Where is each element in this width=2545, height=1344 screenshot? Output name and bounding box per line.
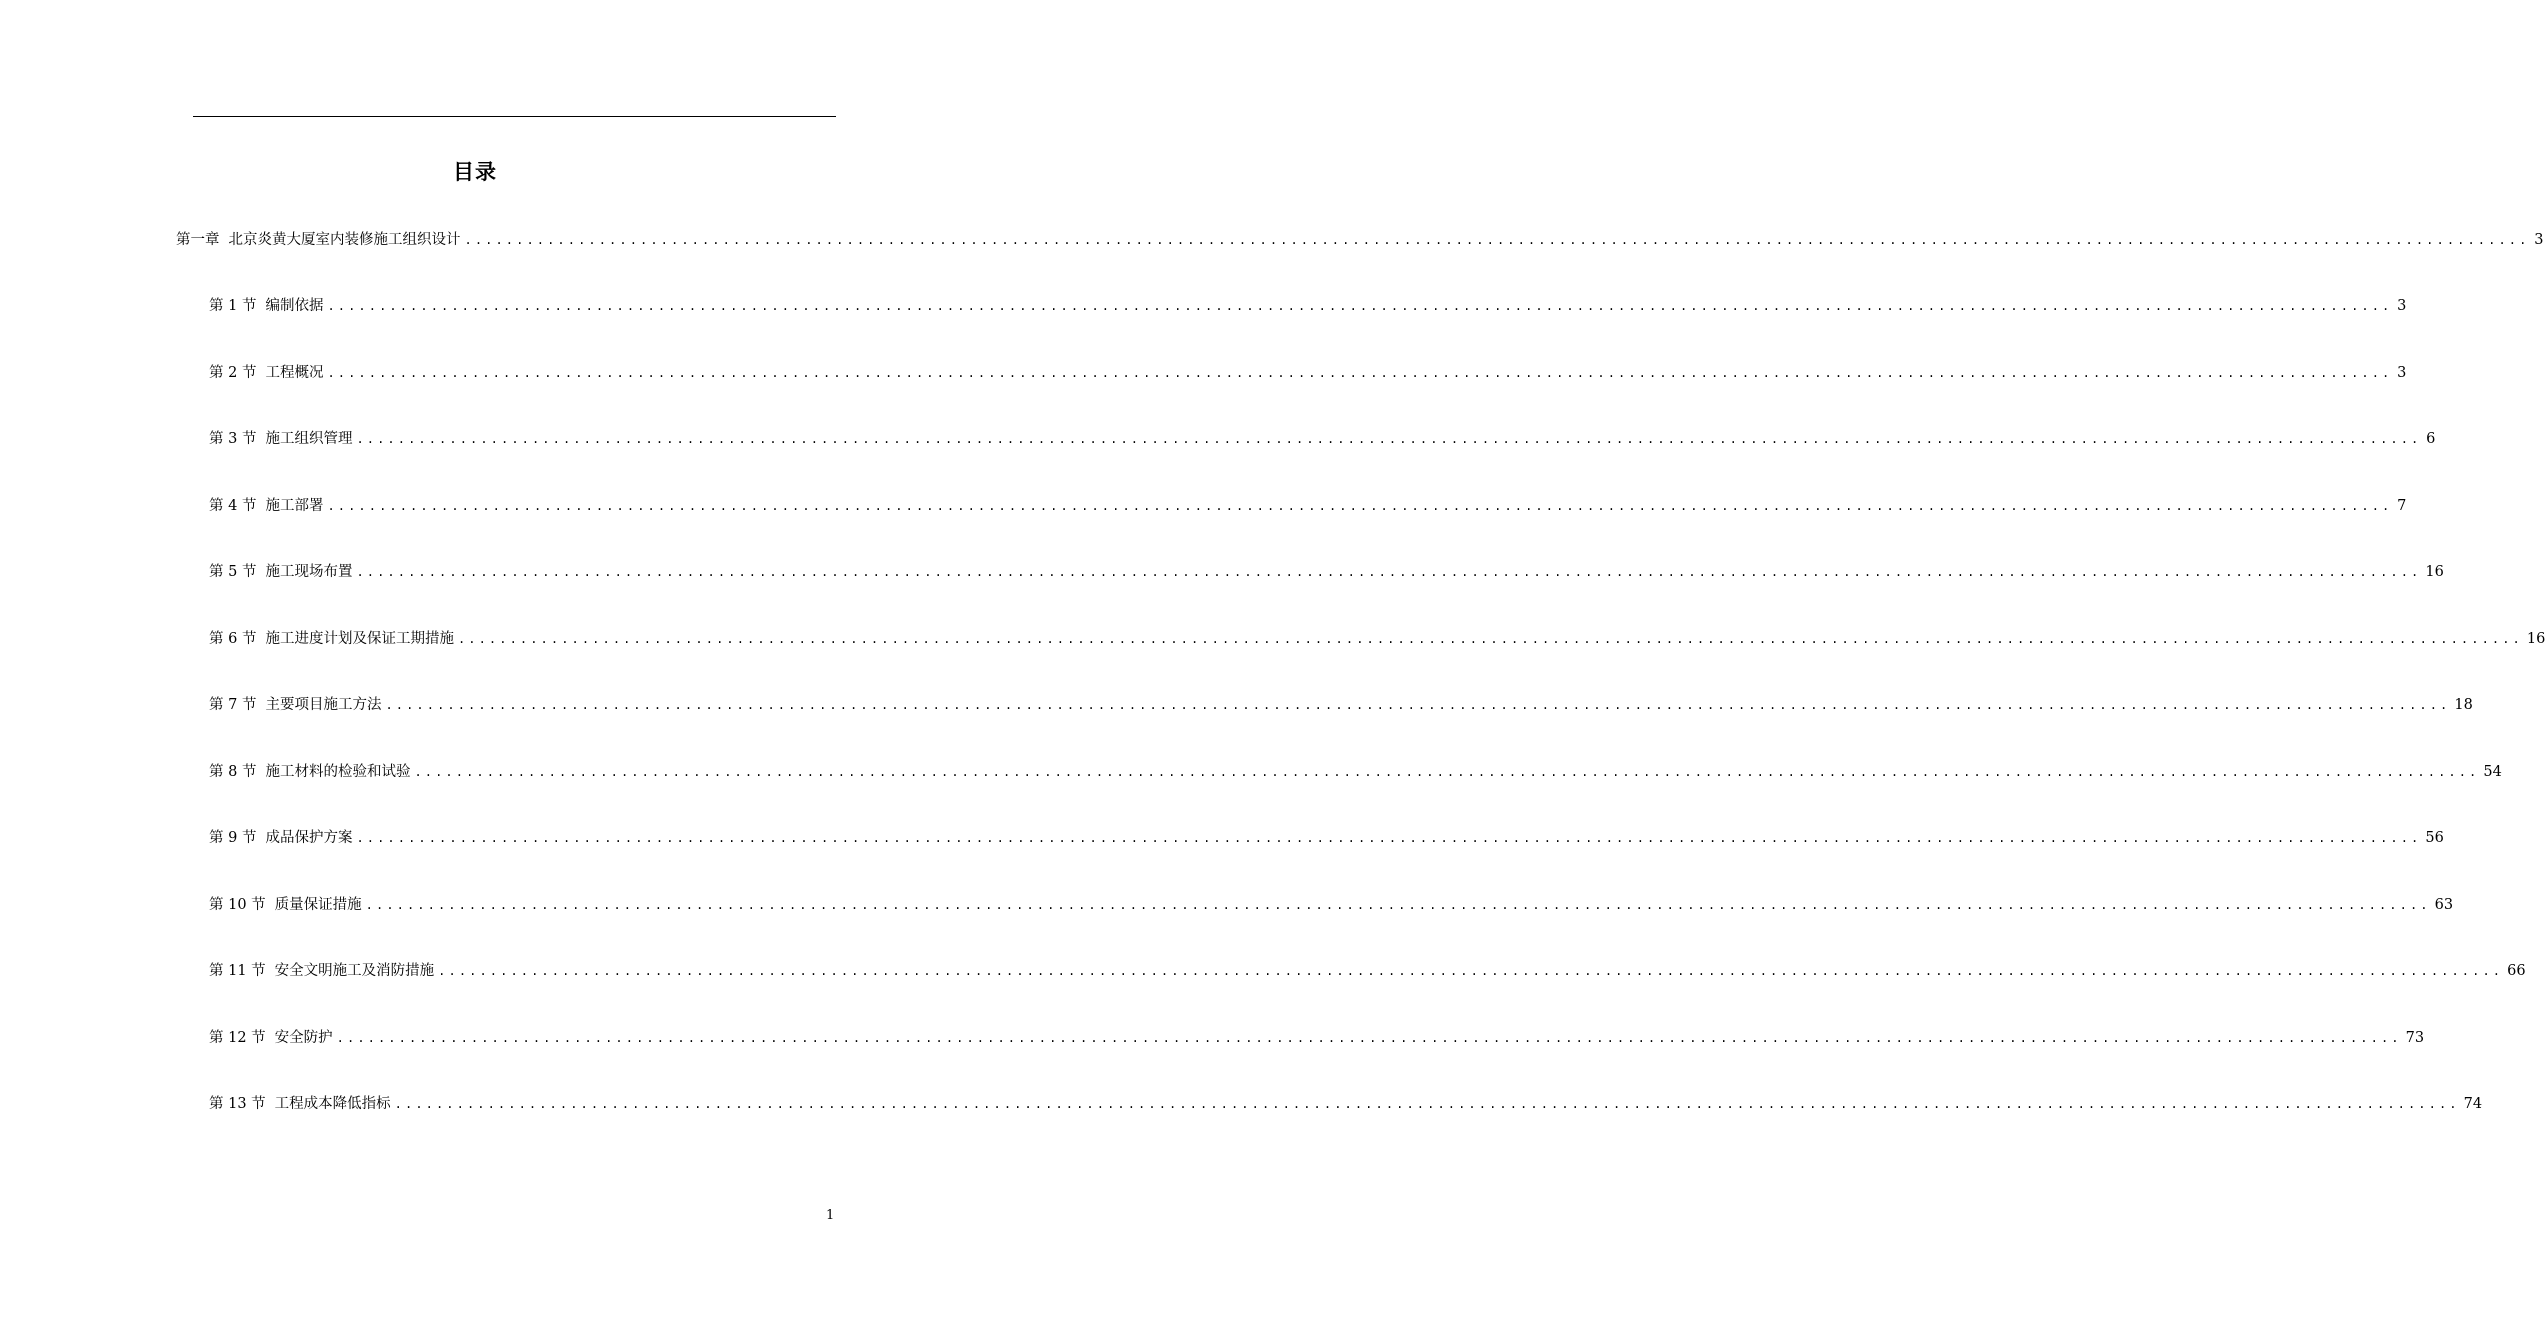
toc-entry-label: [209, 694, 381, 716]
toc-entry-page: 66: [2507, 963, 2526, 979]
toc-entry-text: 工程成本降低指标: [274, 1096, 391, 1112]
toc-entry-number: 第 6 节: [209, 631, 257, 647]
toc-entry-number: 第 7 节: [209, 697, 257, 713]
toc-entry-section-3[interactable]: [209, 428, 2436, 450]
toc-entry-page: 56: [2425, 830, 2444, 846]
toc-entry-section-1[interactable]: [209, 295, 2407, 317]
toc-entry-label: [209, 628, 454, 650]
toc-entry-page: 3: [2397, 298, 2407, 314]
toc-leader-dots: ........................................................................................................................................................................................................: [356, 565, 2422, 579]
toc-entry-section-13[interactable]: [209, 1093, 2483, 1115]
toc-entry-section-8[interactable]: [209, 761, 2502, 783]
toc-entry-page: 16: [2526, 631, 2545, 647]
toc-entry-page: 18: [2454, 697, 2473, 713]
header-rule: [193, 116, 836, 117]
toc-entry-text: 主要项目施工方法: [265, 697, 382, 713]
toc-entry-section-5[interactable]: [209, 561, 2444, 583]
toc-entry-label: [209, 362, 323, 384]
toc-entry-label: [209, 295, 323, 317]
toc-entry-page: 54: [2483, 764, 2502, 780]
toc-entry-text: 施工部署: [265, 498, 324, 514]
toc-leader-dots: ........................................................................................................................................................................................................: [385, 698, 2451, 712]
toc-leader-dots: ........................................................................................................................................................................................................: [327, 366, 2393, 380]
toc-leader-dots: ........................................................................................................................................................................................................: [327, 499, 2393, 513]
toc-entry-page: 3: [2397, 365, 2407, 381]
toc-entry-section-11[interactable]: [209, 960, 2526, 982]
toc-entry-text: 施工材料的检验和试验: [265, 764, 411, 780]
toc-entry-section-4[interactable]: [209, 495, 2407, 517]
toc-entry-number: 第 4 节: [209, 498, 257, 514]
toc-entry-page: 74: [2463, 1096, 2483, 1112]
toc-entry-section-9[interactable]: [209, 827, 2444, 849]
toc-entry-label: [209, 495, 323, 517]
toc-entry-number: 第 3 节: [209, 431, 257, 447]
toc-entry-text: 成品保护方案: [265, 830, 353, 846]
toc-entry-section-6[interactable]: [209, 628, 2545, 650]
toc-entry-number: 第 10 节: [209, 897, 266, 913]
toc-entry-number: 第 2 节: [209, 365, 257, 381]
toc-entry-page: 6: [2426, 431, 2436, 447]
toc-entry-text: 北京炎黄大厦室内装修施工组织设计: [228, 232, 461, 248]
toc-entry-text: 施工现场布置: [265, 564, 353, 580]
toc-entry-section-7[interactable]: [209, 694, 2473, 716]
toc-entry-number: 第 5 节: [209, 564, 257, 580]
toc-leader-dots: ........................................................................................................................................................................................................: [457, 632, 2523, 646]
toc-entry-chapter-1[interactable]: [176, 229, 2544, 251]
toc-entry-label: [209, 1027, 333, 1049]
toc-entry-number: 第一章: [176, 232, 220, 248]
toc-leader-dots: ........................................................................................................................................................................................................: [414, 765, 2480, 779]
toc-entry-text: 安全防护: [274, 1030, 333, 1046]
toc-entry-text: 安全文明施工及消防措施: [274, 963, 435, 979]
toc-entry-text: 施工组织管理: [265, 431, 353, 447]
toc-entry-number: 第 1 节: [209, 298, 257, 314]
toc-entry-section-2[interactable]: [209, 362, 2407, 384]
toc-entry-page: 3: [2534, 232, 2544, 248]
toc-entry-label: [209, 761, 410, 783]
toc-entry-page: 63: [2434, 897, 2454, 913]
toc-entry-label: [209, 894, 362, 916]
toc-entry-section-12[interactable]: [209, 1027, 2425, 1049]
toc-entry-label: [209, 561, 352, 583]
toc-entry-number: 第 12 节: [209, 1030, 266, 1046]
page-number: 1: [826, 1208, 835, 1223]
toc-entry-text: 施工进度计划及保证工期措施: [265, 631, 454, 647]
toc-entry-label: [209, 428, 352, 450]
toc-leader-dots: ........................................................................................................................................................................................................: [464, 233, 2530, 247]
page-title: 目录: [453, 160, 497, 184]
toc-entry-text: 编制依据: [265, 298, 324, 314]
toc-entry-section-10[interactable]: [209, 894, 2454, 916]
toc-leader-dots: ........................................................................................................................................................................................................: [365, 898, 2431, 912]
toc-leader-dots: ........................................................................................................................................................................................................: [356, 432, 2422, 446]
toc-leader-dots: ........................................................................................................................................................................................................: [356, 831, 2422, 845]
toc-entry-text: 工程概况: [265, 365, 324, 381]
toc-leader-dots: ........................................................................................................................................................................................................: [394, 1097, 2460, 1111]
toc-entry-label: [176, 229, 461, 251]
toc-entry-number: 第 13 节: [209, 1096, 266, 1112]
toc-entry-label: [209, 1093, 391, 1115]
toc-entry-number: 第 11 节: [209, 963, 266, 979]
toc-entry-page: 16: [2425, 564, 2444, 580]
toc-entry-page: 73: [2405, 1030, 2425, 1046]
toc-entry-label: [209, 827, 352, 849]
toc-leader-dots: ........................................................................................................................................................................................................: [327, 299, 2393, 313]
toc-entry-number: 第 8 节: [209, 764, 257, 780]
toc-entry-text: 质量保证措施: [274, 897, 362, 913]
toc-entry-number: 第 9 节: [209, 830, 257, 846]
toc-entry-page: 7: [2397, 498, 2407, 514]
toc-leader-dots: ........................................................................................................................................................................................................: [438, 964, 2504, 978]
toc-entry-label: [209, 960, 434, 982]
toc-leader-dots: ........................................................................................................................................................................................................: [336, 1031, 2402, 1045]
